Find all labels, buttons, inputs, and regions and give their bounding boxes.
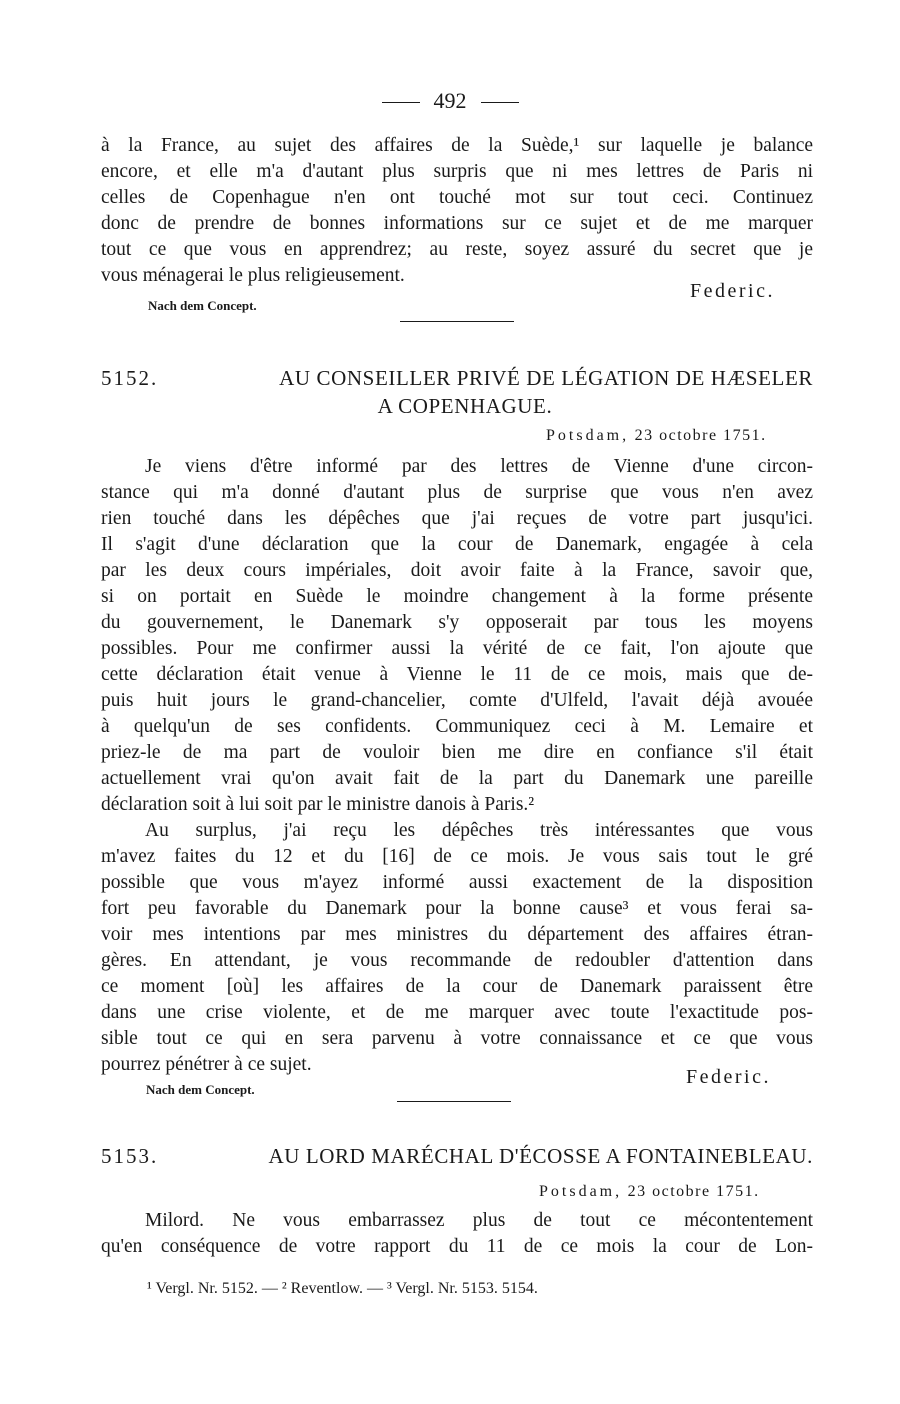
text-line: cette déclaration était venue à Vienne le 11 de ce mois, mais que de- [101, 664, 813, 685]
text-line: déclaration soit à lui soit par le ministre danois à Paris.² [101, 794, 535, 815]
letter-title-line1: AU CONSEILLER PRIVÉ DE LÉGATION DE HÆSELER [279, 366, 813, 390]
text-line: à la France, au sujet des affaires de la Suède,¹ sur laquelle je balance [101, 135, 813, 156]
section-divider [400, 321, 514, 322]
text-line: Je viens d'être informé par des lettres de Vienne d'une circon- [145, 456, 813, 477]
signature: Federic. [686, 1066, 771, 1088]
dateline-place: Potsdam, [539, 1183, 623, 1200]
text-line: encore, et elle m'a d'autant plus surpris que ni mes lettres de Paris ni [101, 161, 813, 182]
text-line: par les deux cours impériales, doit avoir faite à la France, savoir que, [101, 560, 813, 581]
text-line: si on portait en Suède le moindre changement à la forme présente [101, 586, 813, 607]
letter-heading-5153 [101, 1142, 813, 1170]
text-line: puis huit jours le grand-chancelier, comte d'Ulfeld, l'avait déjà avouée [101, 690, 813, 711]
footnotes: ¹ Vergl. Nr. 5152. — ² Reventlow. — ³ Vergl. Nr. 5153. 5154. [147, 1280, 538, 1297]
text-line: voir mes intentions par mes ministres du département des affaires étran- [101, 924, 813, 945]
signature: Federic. [690, 280, 775, 302]
letter-title: AU LORD MARÉCHAL D'ÉCOSSE A FONTAINEBLEAU. [268, 1144, 813, 1168]
letter-5152-paragraph-1 [101, 454, 813, 818]
text-line: possibles. Pour me confirmer aussi la vérité de ce fait, l'on ajoute que [101, 638, 813, 659]
source-note: Nach dem Concept. [148, 298, 257, 313]
text-line: dans une crise violente, et de me marquer avec toute l'exactitude pos- [101, 1002, 813, 1023]
source-note: Nach dem Concept. [146, 1082, 255, 1097]
letter-number: 5152. [101, 366, 159, 390]
text-line: qu'en conséquence de votre rapport du 11 de ce mois la cour de Lon- [101, 1236, 813, 1257]
text-line: vous ménagerai le plus religieusement. [101, 265, 405, 286]
text-line: Milord. Ne vous embarrassez plus de tout ce mécontentement [145, 1210, 813, 1231]
text-line: actuellement vrai qu'on avait fait de la part du Danemark une pareille [101, 768, 813, 789]
dateline-date: 23 octobre 1751. [627, 1183, 760, 1200]
dateline-place: Potsdam, [546, 427, 630, 444]
text-line: sible tout ce qui en sera parvenu à votre connaissance et ce que vous [101, 1028, 813, 1049]
text-line: du gouvernement, le Danemark s'y opposerait par tous les moyens [101, 612, 813, 633]
text-line: ce moment [où] les affaires de la cour de Danemark paraissent être [101, 976, 813, 997]
letter-heading-5152 [101, 364, 813, 420]
page-header [0, 88, 900, 114]
text-line: pourrez pénétrer à ce sujet. [101, 1054, 312, 1075]
text-line: possible que vous m'ayez informé aussi exactement de la disposition [101, 872, 813, 893]
dateline [546, 427, 767, 445]
text-line: Au surplus, j'ai reçu les dépêches très intéressantes que vous [145, 820, 813, 841]
page-number: 492 [433, 88, 467, 113]
header-rule-left [382, 102, 420, 103]
text-line: stance qui m'a donné d'autant plus de surprise que vous n'en avez [101, 482, 813, 503]
section-divider [397, 1101, 511, 1102]
letter-number: 5153. [101, 1144, 159, 1168]
letter-5152-paragraph-2 [101, 818, 813, 1078]
text-line: Il s'agit d'une déclaration que la cour de Danemark, engagée à cela [101, 534, 813, 555]
text-line: donc de prendre de bonnes informations sur ce sujet et de me marquer [101, 213, 813, 234]
dateline [539, 1183, 760, 1201]
text-line: gères. En attendant, je vous recommande de redoubler d'attention dans [101, 950, 813, 971]
dateline-date: 23 octobre 1751. [634, 427, 767, 444]
text-line: rien touché dans les dépêches que j'ai reçues de votre part jusqu'ici. [101, 508, 813, 529]
text-line: celles de Copenhague n'en ont touché mot sur tout ceci. Continuez [101, 187, 813, 208]
text-line: fort peu favorable du Danemark pour la bonne cause³ et vous ferai sa- [101, 898, 813, 919]
letter-5153-paragraph-1 [101, 1208, 813, 1260]
text-line: à quelqu'un de ses confidents. Communiquez ceci à M. Lemaire et [101, 716, 813, 737]
text-line: tout ce que vous en apprendrez; au reste, soyez assuré du secret que je [101, 239, 813, 260]
text-line: priez-le de ma part de vouloir bien me dire en confiance s'il était [101, 742, 813, 763]
letter-title-line2: A COPENHAGUE. [377, 394, 553, 418]
header-rule-right [481, 102, 519, 103]
continuation-paragraph [101, 133, 813, 289]
text-line: m'avez faites du 12 et du [16] de ce mois. Je vous sais tout le gré [101, 846, 813, 867]
